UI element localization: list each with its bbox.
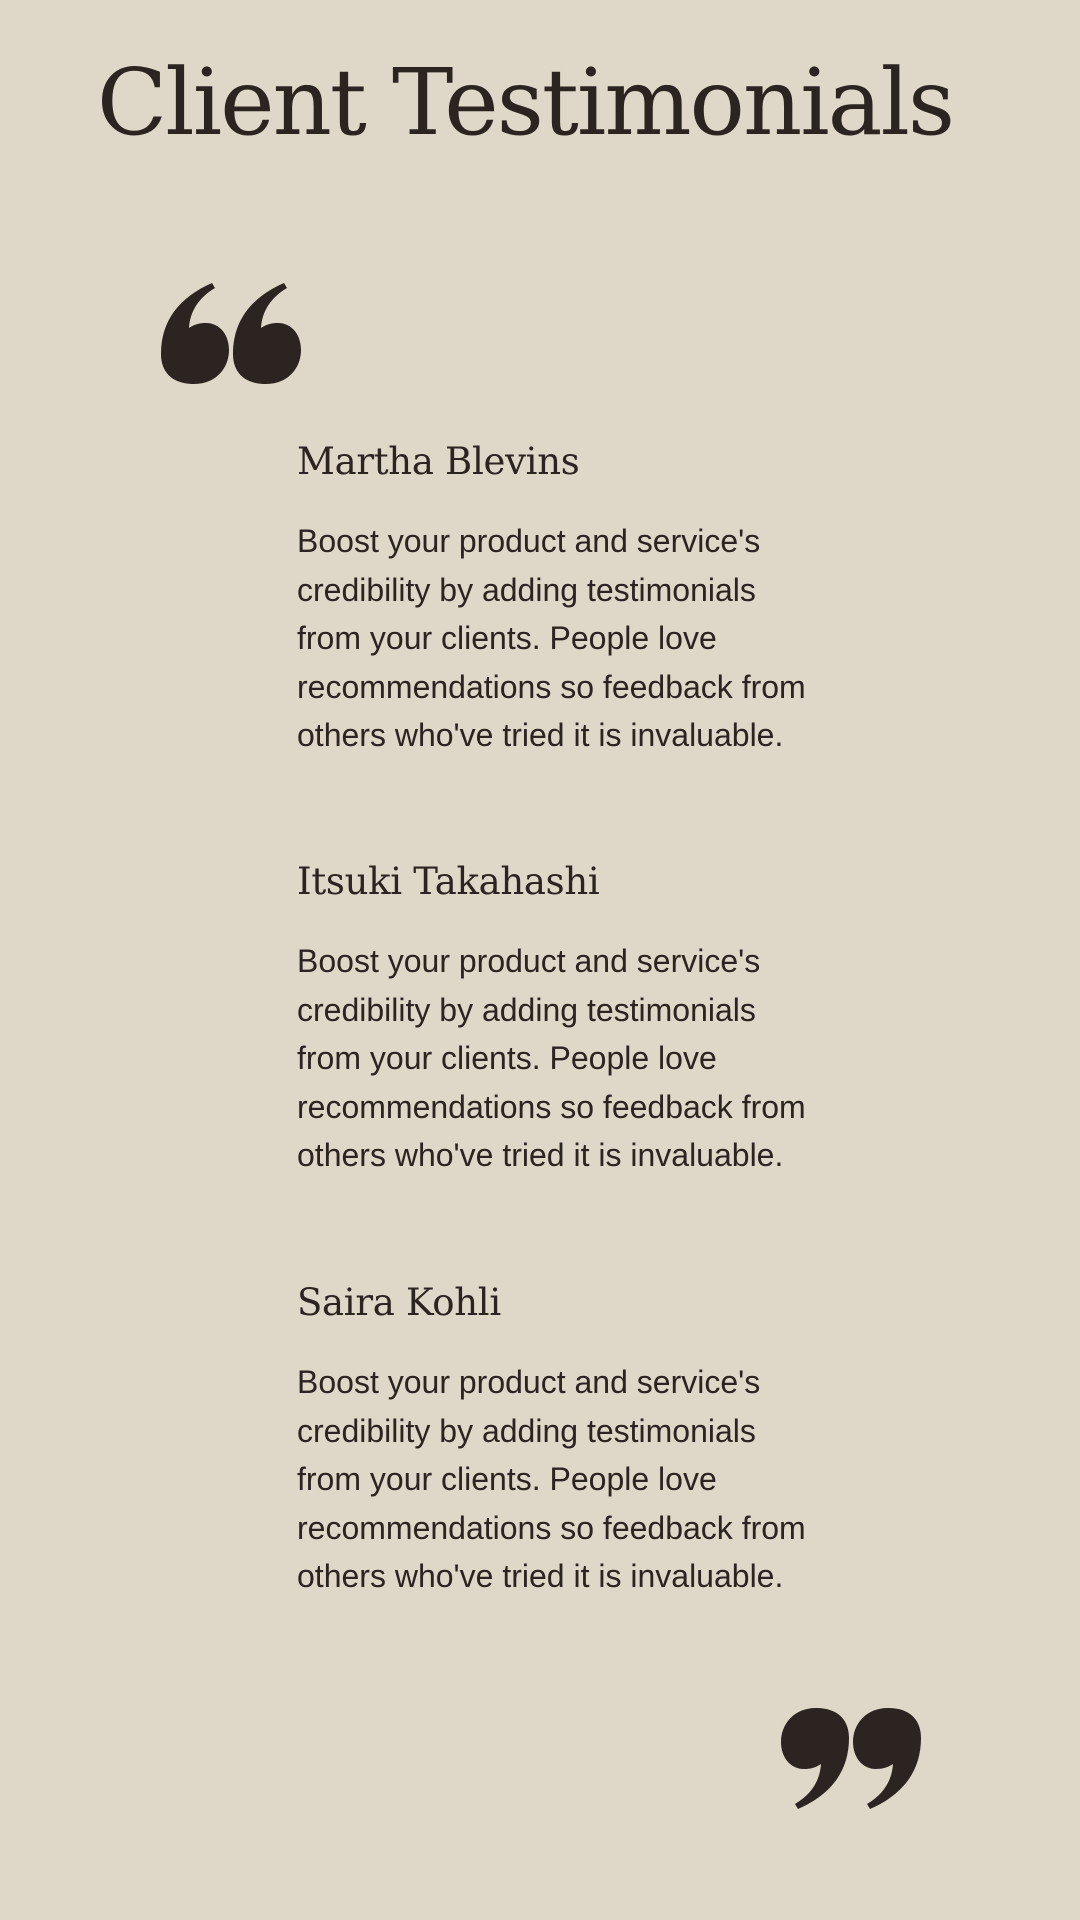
testimonial-item: [297, 1278, 857, 1601]
testimonial-text: Boost your product and service's credibility by adding testimonials from your clients. People love recommendations so feedback from others who've tried it is invaluable.: [297, 943, 806, 1173]
testimonial-name: Itsuki Takahashi: [297, 860, 600, 903]
testimonial-text: Boost your product and service's credibility by adding testimonials from your clients. People love recommendations so feedback from others who've tried it is invaluable.: [297, 523, 806, 753]
testimonial-name: Saira Kohli: [297, 1281, 501, 1324]
testimonial-item: [297, 857, 857, 1180]
testimonial-item: [297, 437, 857, 760]
opening-quote-icon: [156, 280, 306, 400]
testimonial-name: Martha Blevins: [297, 440, 580, 483]
closing-quote-icon: [776, 1702, 926, 1822]
page-title: Client Testimonials: [96, 49, 954, 156]
testimonial-text: Boost your product and service's credibility by adding testimonials from your clients. People love recommendations so feedback from others who've tried it is invaluable.: [297, 1364, 806, 1594]
